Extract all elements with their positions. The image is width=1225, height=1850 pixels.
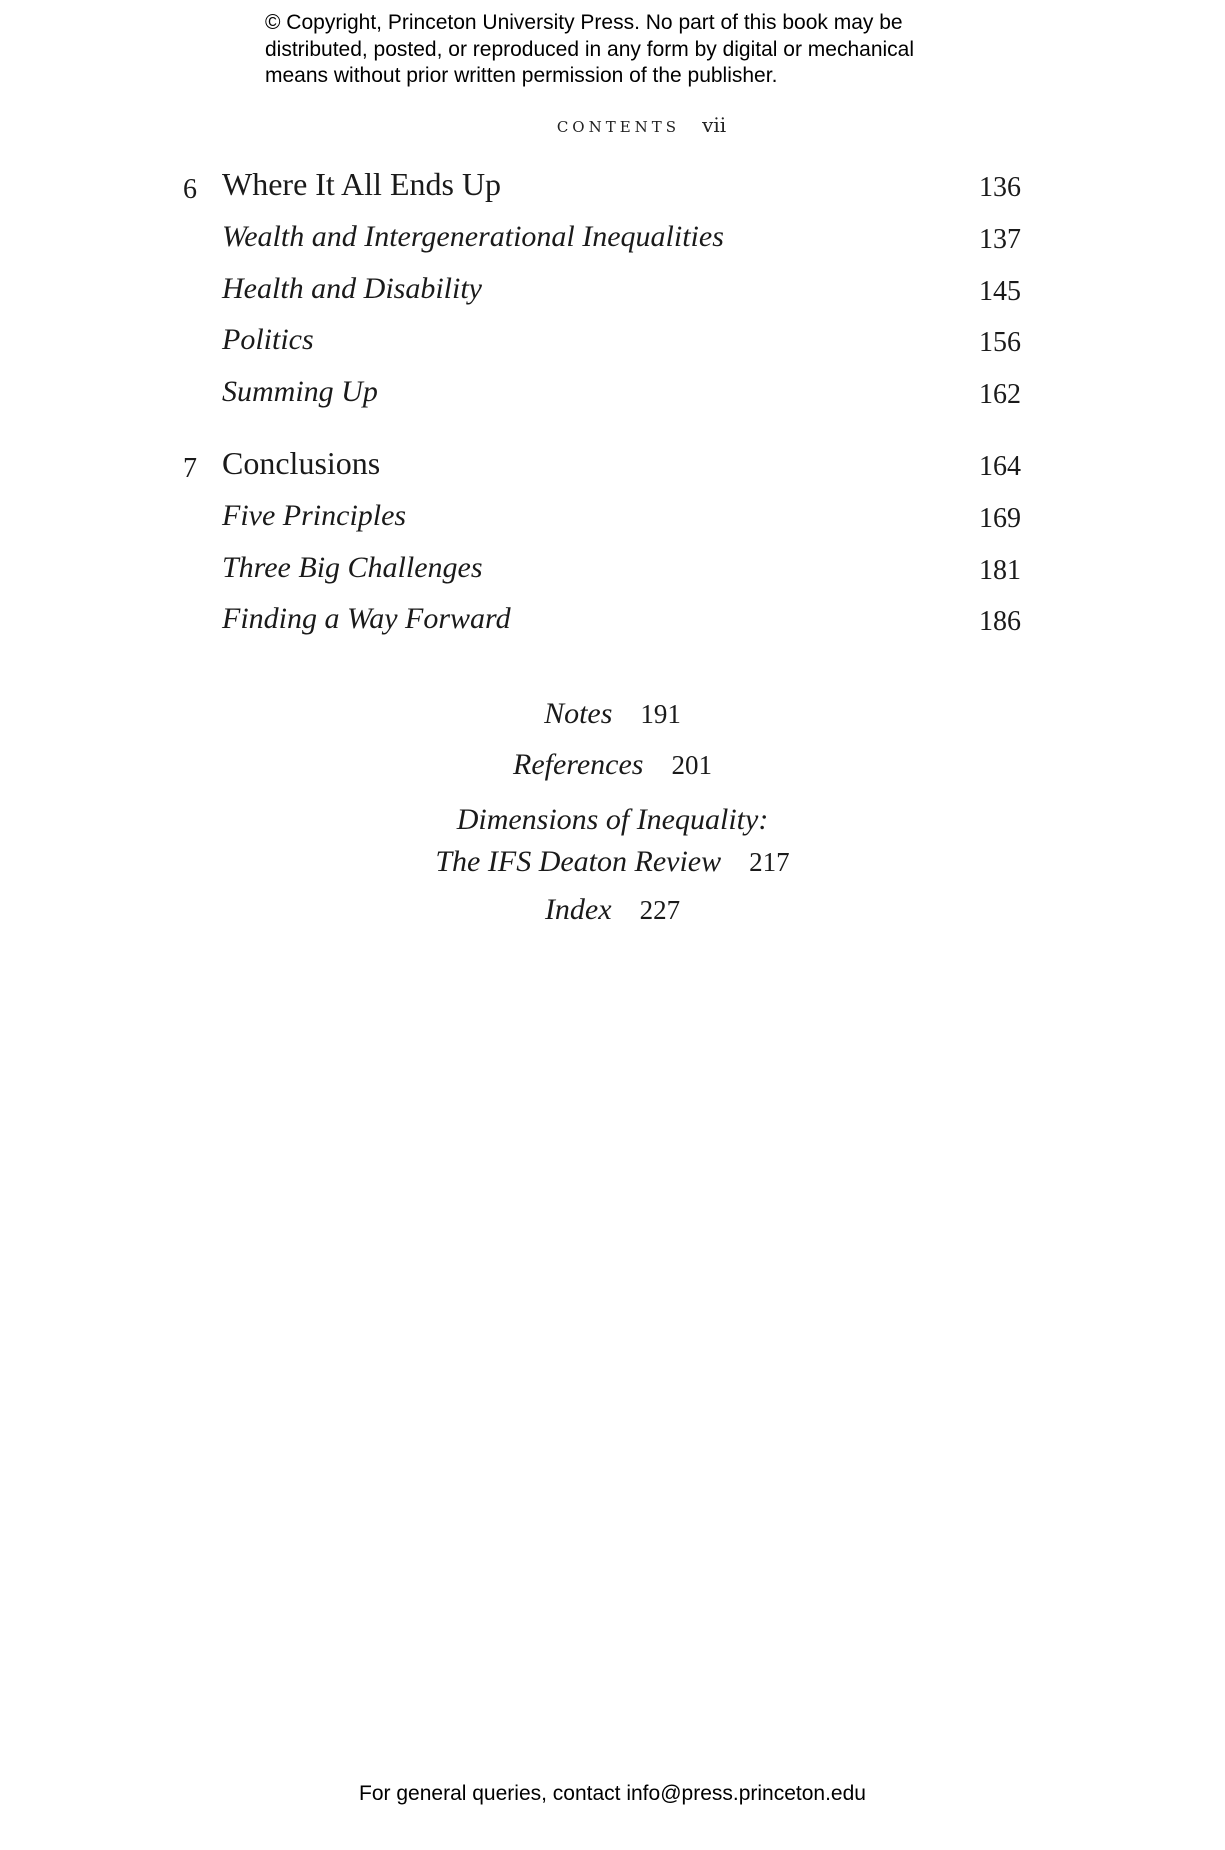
toc-section-entry[interactable]: [0, 270, 1225, 310]
back-matter-subtitle: The IFS Deaton Review: [435, 845, 722, 878]
page-number: 137: [979, 224, 1021, 255]
page-number: 156: [979, 327, 1021, 358]
copyright-line: distributed, posted, or reproduced in any form by digital or mechanical: [265, 37, 915, 61]
section-title: Health and Disability: [222, 272, 482, 305]
toc-section-entry[interactable]: [0, 600, 1225, 640]
back-matter-title: Dimensions of Inequality:: [456, 803, 769, 836]
chapter-number: 7: [183, 453, 197, 484]
toc-section-entry[interactable]: [0, 497, 1225, 537]
toc-back-matter-index[interactable]: [0, 893, 1225, 927]
back-matter-title: Notes: [544, 697, 613, 730]
page-number: 145: [979, 276, 1021, 307]
page-number: 136: [979, 172, 1021, 203]
toc-back-matter-notes[interactable]: [0, 697, 1225, 731]
section-title: Finding a Way Forward: [222, 602, 511, 635]
running-head: [0, 113, 1225, 138]
page-number: 169: [979, 503, 1021, 534]
chapter-title: Conclusions: [222, 445, 381, 481]
back-matter-title: Index: [544, 893, 612, 926]
page-number: 181: [979, 555, 1021, 586]
toc-section-entry[interactable]: [0, 218, 1225, 258]
section-title: Summing Up: [222, 375, 378, 408]
page-number: 162: [979, 379, 1021, 410]
toc-back-matter-references[interactable]: [0, 748, 1225, 782]
copyright-line: means without prior written permission of the publisher.: [265, 64, 778, 87]
toc-section-entry[interactable]: [0, 549, 1225, 589]
page-number: 186: [979, 606, 1021, 637]
toc-chapter-entry[interactable]: [0, 166, 1225, 206]
section-title: Five Principles: [222, 499, 407, 532]
chapter-number: 6: [183, 174, 197, 205]
toc-chapter-entry[interactable]: [0, 445, 1225, 485]
section-title: Wealth and Intergenerational Inequalities: [222, 220, 724, 253]
chapter-title: Where It All Ends Up: [222, 166, 502, 202]
copyright-line: © Copyright, Princeton University Press. No part of this book may be: [265, 11, 903, 34]
toc-back-matter-dimensions[interactable]: [0, 799, 1225, 883]
toc-section-entry[interactable]: [0, 373, 1225, 413]
running-head-title: contents: [556, 113, 681, 138]
toc-section-entry[interactable]: [0, 321, 1225, 361]
section-title: Three Big Challenges: [222, 551, 483, 584]
page-number: 164: [979, 451, 1021, 482]
footer-contact: For general queries, contact info@press.princeton.edu: [359, 1782, 866, 1805]
running-head-page-number: vii: [702, 113, 727, 137]
copyright-notice: [265, 10, 985, 90]
section-title: Politics: [222, 323, 314, 356]
page-number: 217: [749, 847, 790, 877]
page-number: 191: [640, 699, 681, 729]
page-number: 227: [639, 895, 681, 925]
page-number: 201: [671, 750, 712, 780]
back-matter-title: References: [513, 748, 644, 781]
